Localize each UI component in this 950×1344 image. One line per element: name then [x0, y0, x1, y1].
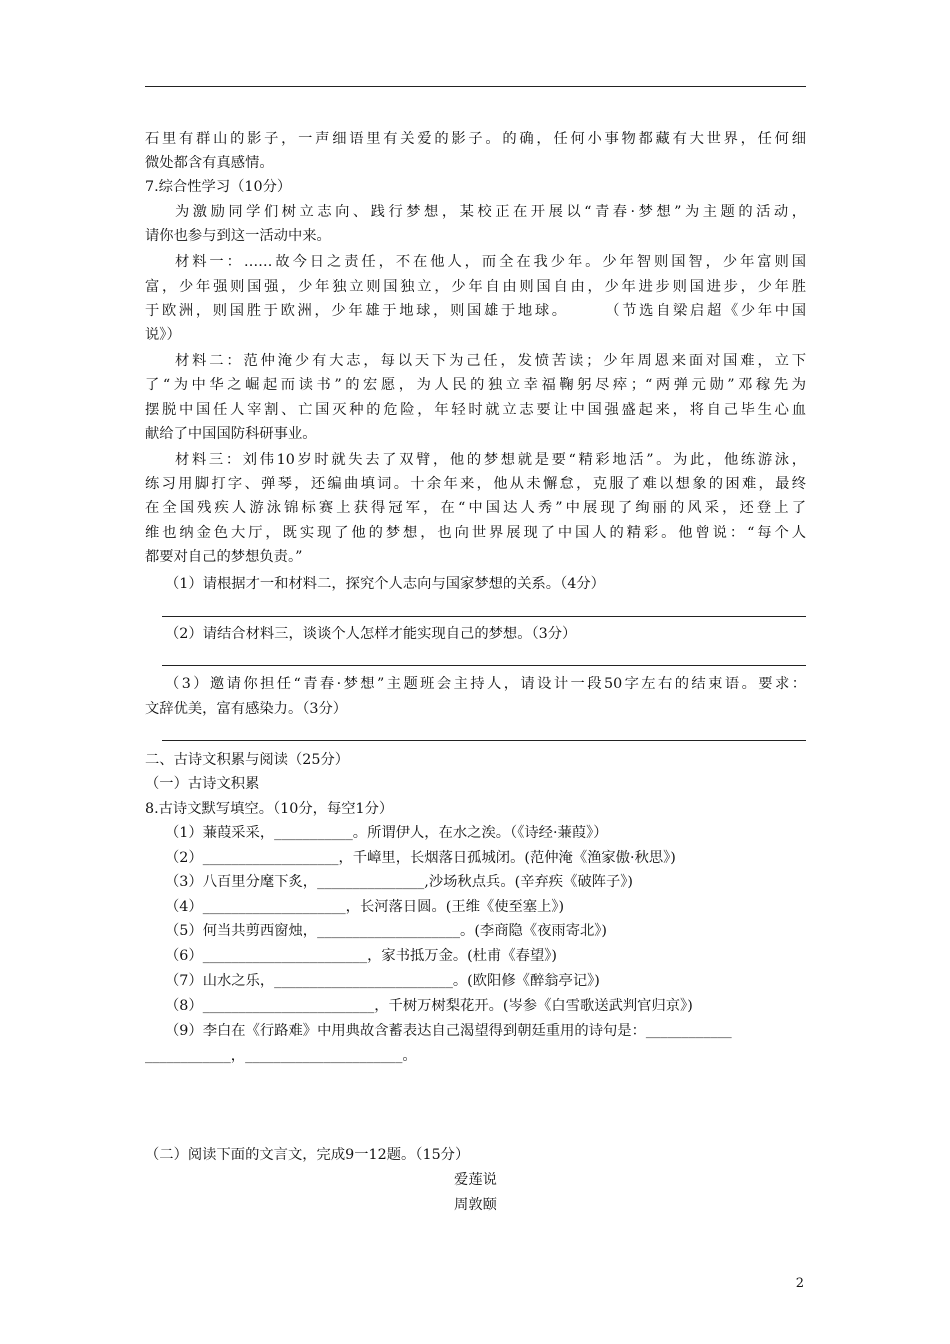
page-number: 2	[795, 1276, 804, 1291]
text-line: 请你也参与到这一活动中来。	[145, 228, 331, 244]
text-line: 为激励同学们树立志向、践行梦想，某校正在开展以“青春·梦想”为主题的活动，	[175, 204, 806, 220]
fill-blank-item: （3）八百里分麾下炙，_______________,沙场秋点兵。(辛弃疾《破阵子》)	[165, 874, 633, 890]
text-line: 在全国残疾人游泳锦标赛上获得冠军，在“中国达人秀”中展现了绚丽的风采，还登上了	[145, 500, 806, 516]
text-line: 材料三：刘伟10岁时就失去了双臂，他的梦想就是要“精彩地活”。为此，他练游泳，	[175, 452, 806, 468]
fill-blank-item: （9）李白在《行路难》中用典故含蓄表达自己渴望得到朝廷重用的诗句是：____________	[165, 1023, 732, 1039]
question-heading: 7.综合性学习（10分）	[145, 179, 292, 195]
text-line: 文辞优美，富有感染力。（3分）	[145, 701, 348, 717]
fill-blank-item: （5）何当共剪西窗烛，____________________。(李商隐《夜雨寄北》)	[165, 923, 608, 939]
text-line: 于欧洲，则国胜于欧洲，少年雄于地球，则国雄于地球。 （节选自梁启超《少年中国	[145, 303, 806, 319]
passage-author: 周敦颐	[454, 1197, 497, 1213]
fill-blank-item: （2）___________________，千嶂里，长烟落日孤城闭。(范仲淹《渔家傲·秋思》)	[165, 850, 676, 866]
text-line: 献给了中国国防科研事业。	[145, 426, 317, 442]
section-heading: （一）古诗文积累	[145, 776, 260, 792]
text-line: 石里有群山的影子，一声细语里有关爱的影子。的确，任何小事物都藏有大世界，任何细	[145, 131, 806, 147]
text-line: 材料二：范仲淹少有大志，每以天下为己任，发愤苦读；少年周恩来面对国难，立下	[175, 353, 806, 369]
header-rule	[145, 86, 806, 87]
text-line: 说》）	[145, 327, 181, 343]
text-line: 摆脱中国任人宰割、亡国灭种的危险，年轻时就立志要让中国强盛起来，将自己毕生心血	[145, 402, 806, 418]
fill-blank-item: （7）山水之乐，_________________________。(欧阳修《醉翁亭记》)	[165, 973, 600, 989]
fill-blank-item: ____________，______________________。	[145, 1048, 417, 1064]
text-line: 练习用脚打字、弹琴，还编曲填词。十余年来，他从未懈怠，克服了难以想象的困难，最终	[145, 476, 806, 492]
answer-line[interactable]	[162, 665, 806, 666]
section-heading: 二、古诗文积累与阅读（25分）	[145, 752, 350, 768]
fill-blank-item: （6）_______________________，家书抵万金。(杜甫《春望》)	[165, 948, 557, 964]
text-line: 富，少年强则国强，少年独立则国独立，少年自由则国自由，少年进步则国进步，少年胜	[145, 279, 806, 295]
question-heading: 8.古诗文默写填空。（10分，每空1分）	[145, 801, 394, 817]
text-line: 材料一：……故今日之责任，不在他人，而全在我少年。少年智则国智，少年富则国	[175, 254, 806, 270]
text-line: 都要对自己的梦想负责。”	[145, 549, 303, 565]
sub-question: （3）邀请你担任“青春·梦想”主题班会主持人，请设计一段50字左右的结束语。要求：	[165, 676, 806, 692]
text-line: 了“为中华之崛起而读书”的宏愿，为人民的独立幸福鞠躬尽瘁；“两弹元勋”邓稼先为	[145, 377, 806, 393]
text-line: 微处都含有真感情。	[145, 155, 274, 171]
sub-question: （2）请结合材料三，谈谈个人怎样才能实现自己的梦想。（3分）	[165, 626, 577, 642]
answer-line[interactable]	[162, 616, 806, 617]
answer-line[interactable]	[162, 740, 806, 741]
section-heading: （二）阅读下面的文言文，完成9一12题。（15分）	[145, 1147, 470, 1163]
fill-blank-item: （4）____________________，长河落日圆。(王维《使至塞上》)	[165, 899, 565, 915]
text-line: 维也纳金色大厅，既实现了他的梦想，也向世界展现了中国人的精彩。他曾说：“每个人	[145, 525, 806, 541]
sub-question: （1）请根据才一和材料二，探究个人志向与国家梦想的关系。（4分）	[165, 576, 605, 592]
fill-blank-item: （1）蒹葭采采，___________。所谓伊人，在水之涘。（《诗经·蒹葭》）	[165, 825, 608, 841]
fill-blank-item: （8）________________________，千树万树梨花开。(岑参《白雪歌送武判官归京》)	[165, 998, 693, 1014]
passage-title: 爱莲说	[454, 1172, 497, 1188]
